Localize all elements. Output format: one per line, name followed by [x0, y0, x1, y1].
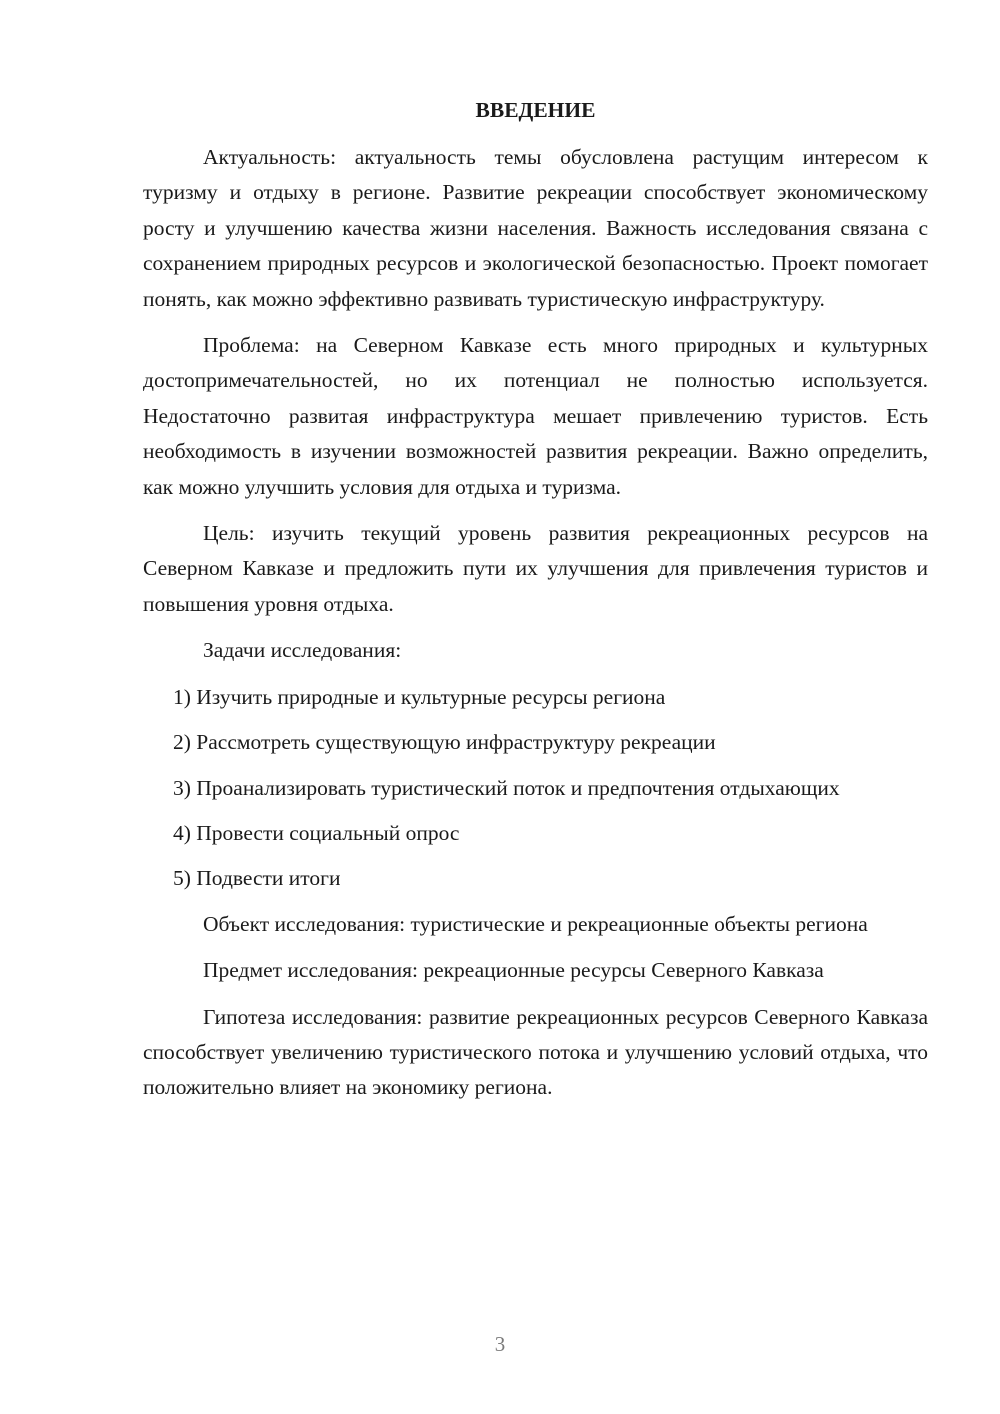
object-paragraph: Объект исследования: туристические и рекреационные объекты региона — [203, 911, 868, 936]
task-item-2: 2) Рассмотреть существующую инфраструктуру рекреации — [173, 730, 716, 755]
document-page — [143, 93, 928, 1106]
hypothesis-paragraph: Гипотеза исследования: развитие рекреационных ресурсов Северного Кавказа способствует увеличению туристического потока и улучшению условий отдыха, что положительно влияет на экономику региона. — [143, 1004, 928, 1100]
page-title: ВВЕДЕНИЕ — [475, 98, 596, 122]
task-item-4: 4) Провести социальный опрос — [173, 820, 460, 845]
goal-paragraph: Цель: изучить текущий уровень развития рекреационных ресурсов на Северном Кавказе и предложить пути их улучшения для привлечения туристов и повышения уровня отдыха. — [143, 521, 928, 616]
task-item-5: 5) Подвести итоги — [173, 866, 341, 891]
task-item-3: 3) Проанализировать туристический поток и предпочтения отдыхающих — [173, 775, 840, 800]
problem-paragraph: Проблема: на Северном Кавказе есть много природных и культурных достопримечательностей, но их потенциал не полностью используется. Недостаточно развитая инфраструктура мешает привлечению туристов. Есть необходимость в изучении возможностей развития рекреации. Важно определить, как можно улучшить условия для отдыха и туризма. — [143, 333, 928, 499]
relevance-paragraph: Актуальность: актуальность темы обусловлена растущим интересом к туризму и отдыху в регионе. Развитие рекреации способствует экономическому росту и улучшению качества жизни населения. Важность исследования связана с сохранением природных ресурсов и экологической безопасностью. Проект помогает понять, как можно эффективно развивать туристическую инфраструктуру. — [143, 145, 928, 311]
task-item-1: 1) Изучить природные и культурные ресурсы региона — [173, 684, 666, 709]
page-number: 3 — [494, 1332, 506, 1356]
tasks-heading: Задачи исследования: — [203, 638, 402, 663]
subject-paragraph: Предмет исследования: рекреационные ресурсы Северного Кавказа — [203, 958, 824, 983]
